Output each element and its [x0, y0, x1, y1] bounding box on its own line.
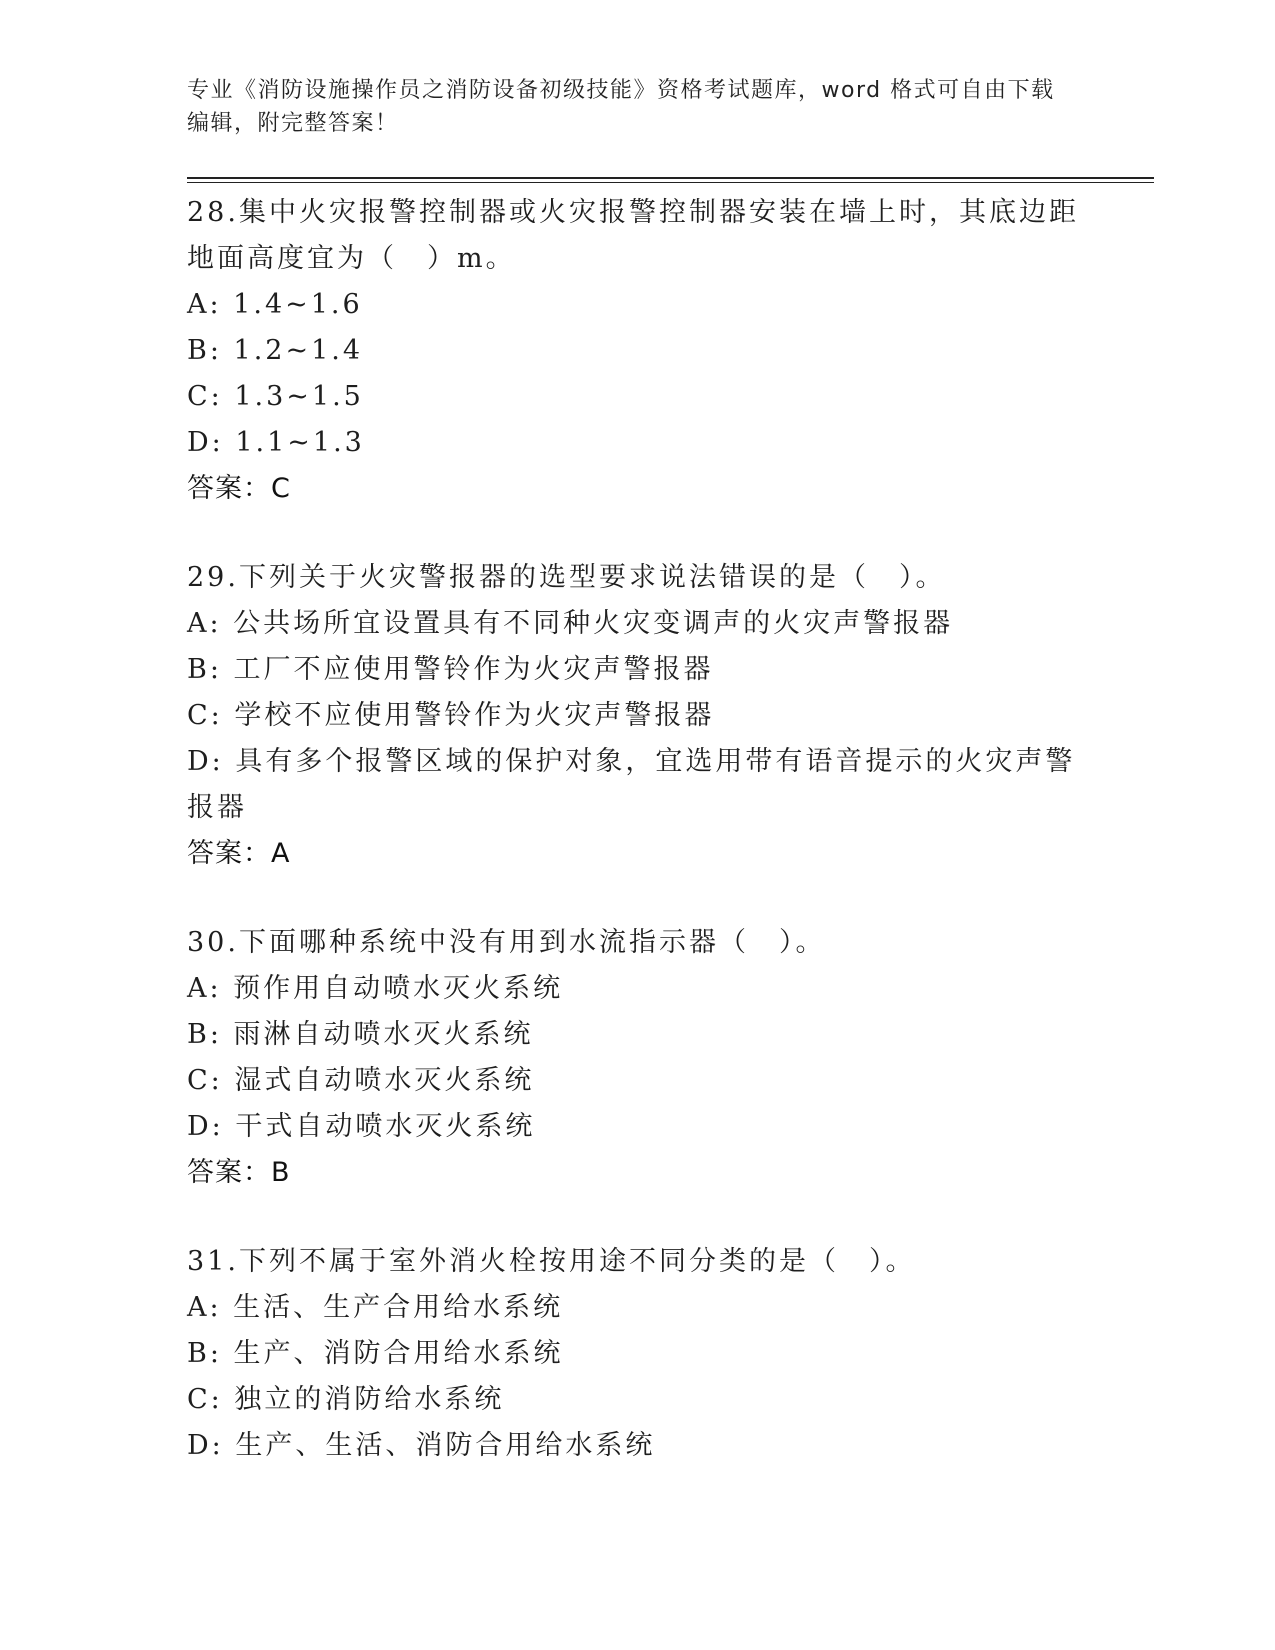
option-d: D: 1.1~1.3: [187, 427, 365, 458]
option-a: A: 1.4~1.6: [187, 289, 363, 320]
document-header: 专业《消防设施操作员之消防设备初级技能》资格考试题库，word 格式可自由下载编辑，附完整答案！: [187, 78, 1055, 136]
question-list: [187, 190, 1087, 1512]
option-b: B: 生产、消防合用给水系统: [187, 1338, 564, 1369]
option-a: A: 生活、生产合用给水系统: [187, 1292, 564, 1323]
option-b: B: 工厂不应使用警铃作为火灾声警报器: [187, 654, 714, 685]
question-stem: 29.下列关于火灾警报器的选型要求说法错误的是（ ）。: [187, 562, 946, 593]
question-stem: 30.下面哪种系统中没有用到水流指示器（ ）。: [187, 927, 826, 958]
question-31: [187, 1239, 1087, 1469]
answer-line: 答案：C: [187, 473, 291, 504]
question-30: [187, 920, 1087, 1196]
header-divider-thick: [187, 177, 1154, 179]
option-d: D: 具有多个报警区域的保护对象，宜选用带有语音提示的火灾声警报器: [187, 746, 1076, 823]
question-stem: 31.下列不属于室外消火栓按用途不同分类的是（ ）。: [187, 1246, 916, 1277]
option-a: A: 预作用自动喷水灭火系统: [187, 973, 564, 1004]
option-c: C: 湿式自动喷水灭火系统: [187, 1065, 535, 1096]
answer-line: 答案：B: [187, 1157, 291, 1188]
header-divider-thin: [187, 182, 1154, 183]
question-stem: 28.集中火灾报警控制器或火灾报警控制器安装在墙上时，其底边距地面高度宜为（ ）m。: [187, 197, 1079, 274]
question-28: [187, 190, 1087, 512]
option-c: C: 学校不应使用警铃作为火灾声警报器: [187, 700, 715, 731]
option-b: B: 雨淋自动喷水灭火系统: [187, 1019, 534, 1050]
answer-line: 答案：A: [187, 838, 291, 869]
option-a: A: 公共场所宜设置具有不同种火灾变调声的火灾声警报器: [187, 608, 954, 639]
option-d: D: 生产、生活、消防合用给水系统: [187, 1430, 656, 1461]
option-d: D: 干式自动喷水灭火系统: [187, 1111, 536, 1142]
option-c: C: 1.3~1.5: [187, 381, 364, 412]
question-29: [187, 555, 1087, 877]
option-b: B: 1.2~1.4: [187, 335, 364, 366]
option-c: C: 独立的消防给水系统: [187, 1384, 505, 1415]
